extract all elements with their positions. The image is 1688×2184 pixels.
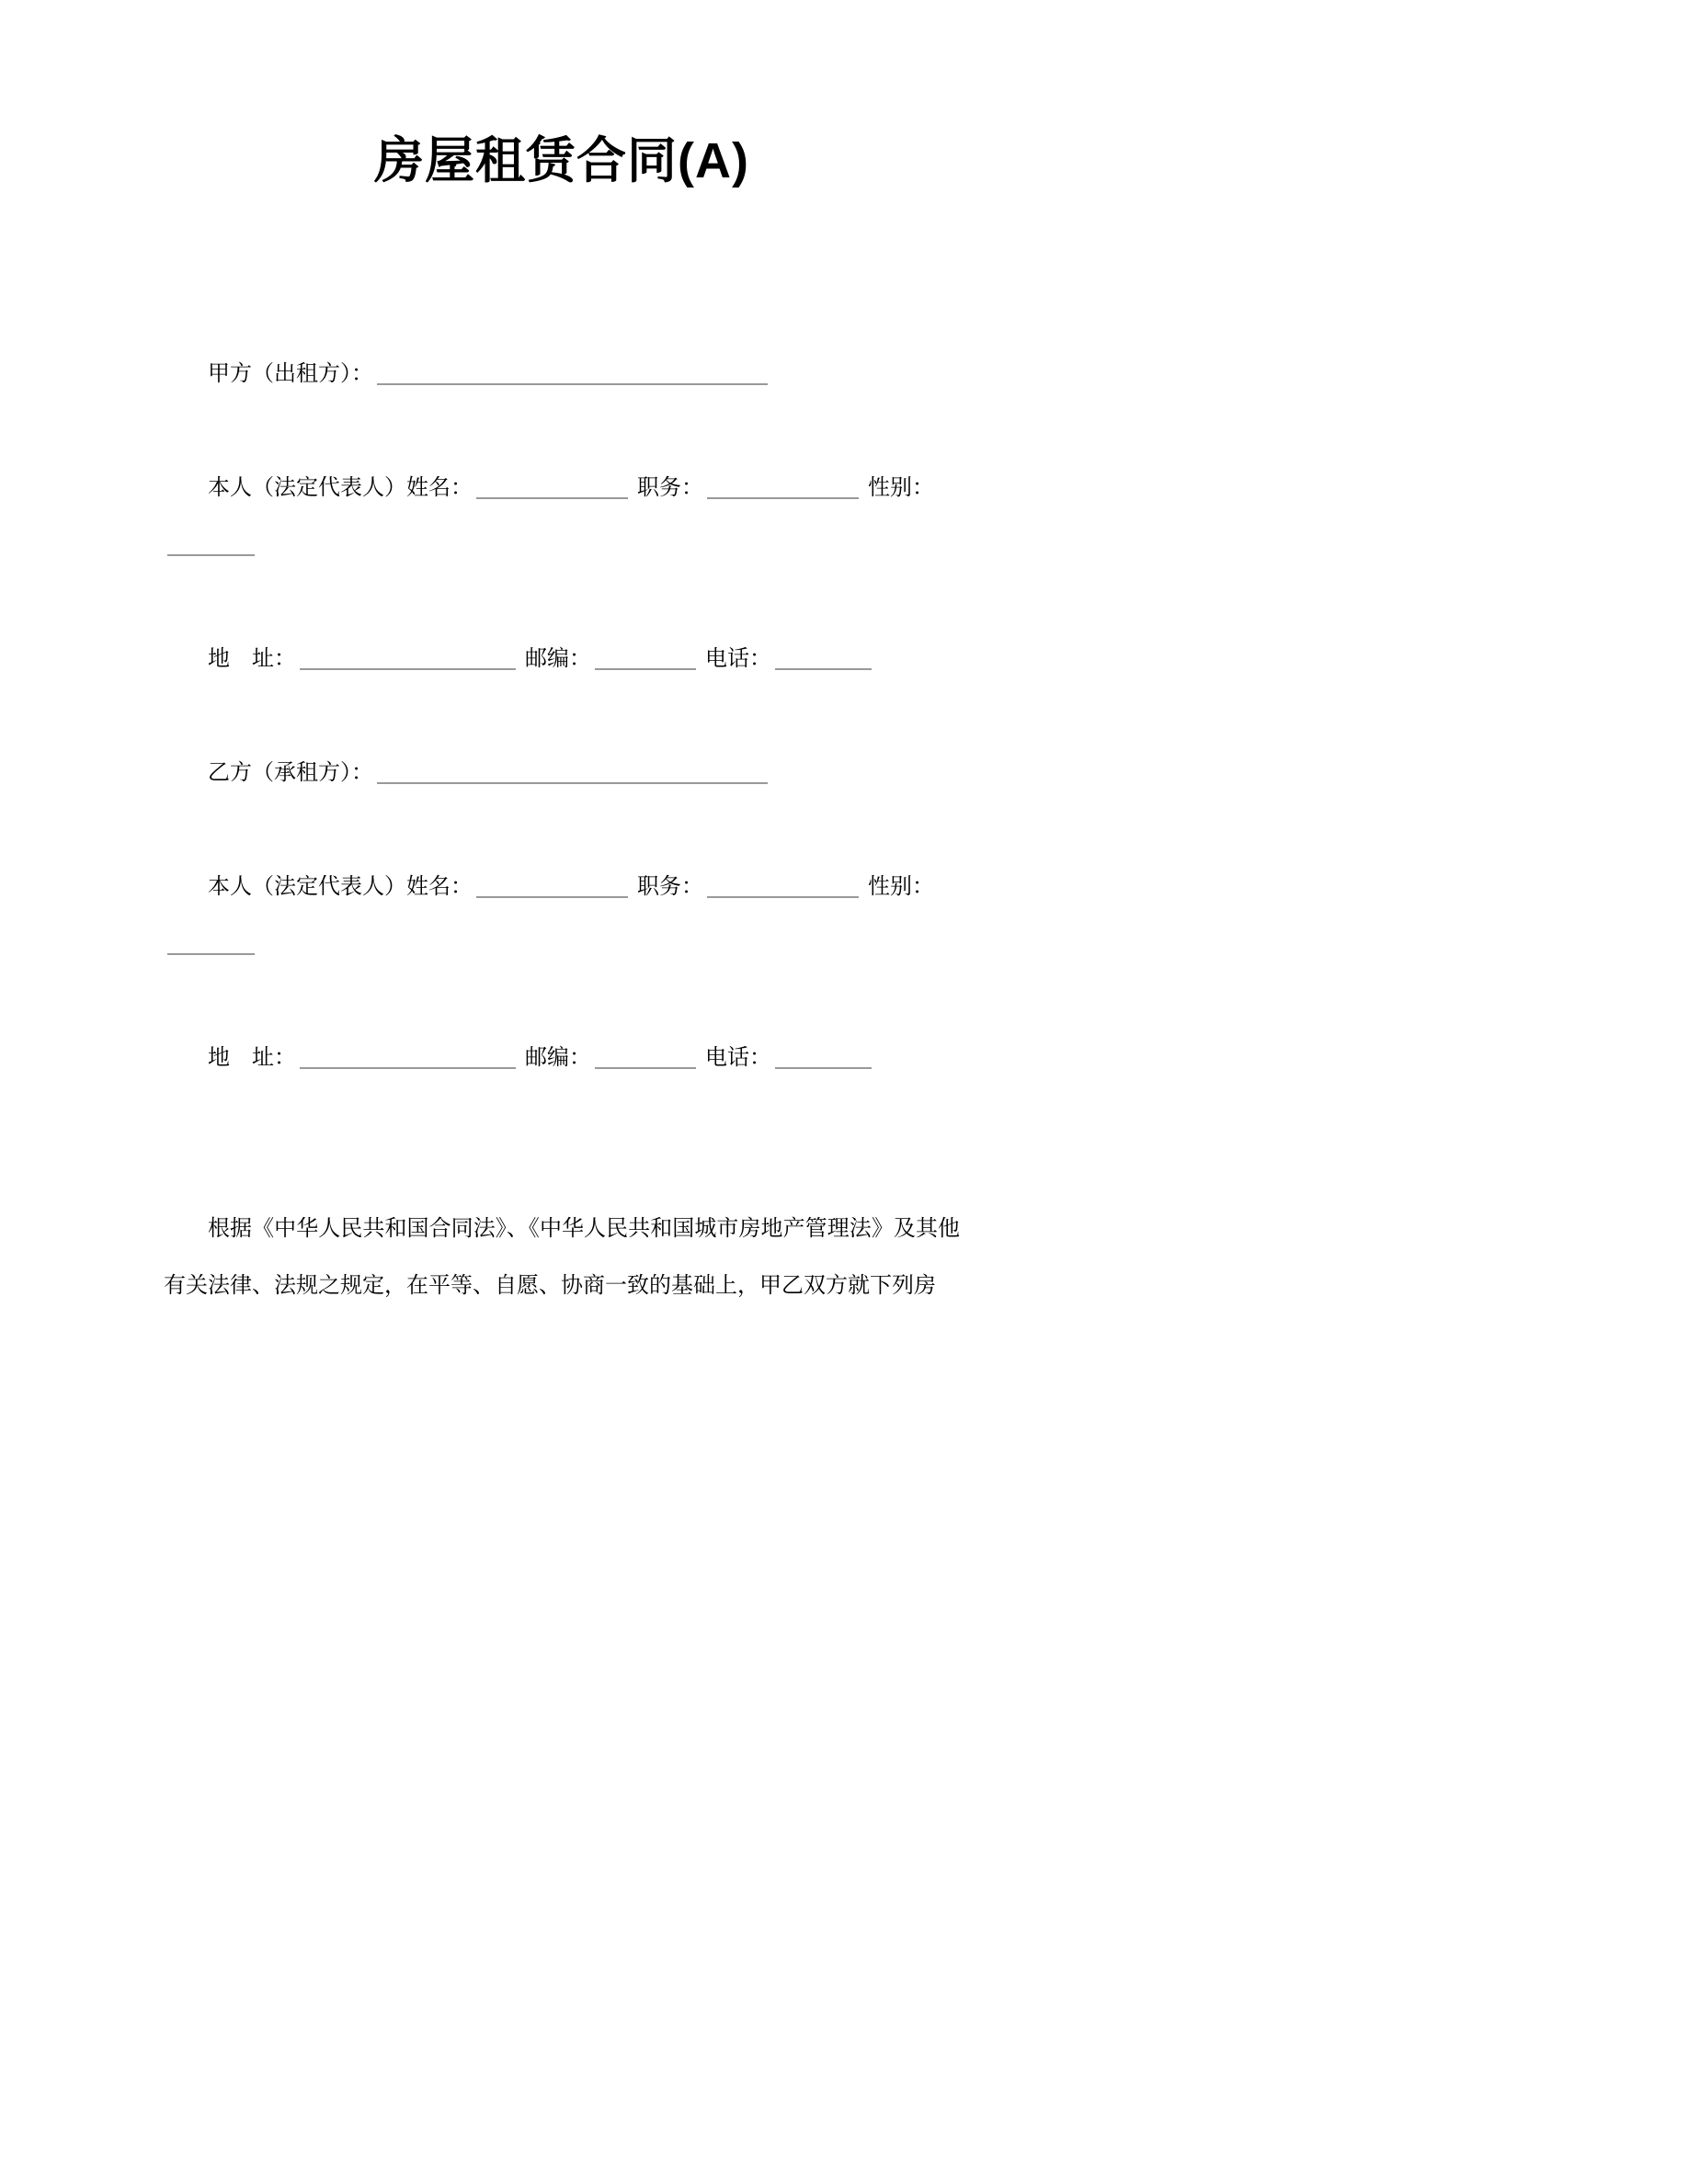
- contact-b-line: [164, 1029, 960, 1086]
- legal-rep-b-line: [164, 859, 960, 973]
- contact-a-address-label: 地 址：: [208, 647, 296, 671]
- intro-paragraph: 根据《中华人民共和国合同法》、《中华人民共和国城市房地产管理法》及其他有关法律、法规之规定，在平等、自愿、协商一致的基础上，甲乙双方就下列房: [164, 1217, 960, 1298]
- contact-b-address-label: 地 址：: [208, 1046, 296, 1070]
- contact-a-phone-blank: [775, 646, 872, 670]
- contract-content: [164, 129, 960, 1314]
- rep-a-gender-label: 性别：: [868, 476, 934, 500]
- contact-b-phone-label: 电话：: [705, 1046, 771, 1070]
- contact-b-postal-label: 邮编：: [525, 1046, 591, 1070]
- rep-b-gender-blank: [167, 931, 255, 955]
- rep-b-name-blank: [476, 874, 628, 898]
- legal-rep-a-line: [164, 460, 960, 574]
- rep-a-name-label: 本人（法定代表人）姓名：: [208, 476, 473, 500]
- contact-b-postal-blank: [595, 1045, 696, 1069]
- rep-a-position-blank: [707, 475, 859, 499]
- rep-b-position-blank: [707, 874, 859, 898]
- contact-a-phone-label: 电话：: [705, 647, 771, 671]
- party-a-blank: [377, 361, 768, 385]
- party-b-line: [164, 745, 960, 802]
- rep-a-name-blank: [476, 475, 628, 499]
- contact-b-address-blank: [300, 1045, 516, 1069]
- rep-b-gender-label: 性别：: [868, 875, 934, 899]
- party-b-label: 乙方（承租方）：: [208, 761, 373, 785]
- contact-a-address-blank: [300, 646, 516, 670]
- party-a-line: [164, 346, 960, 403]
- contact-a-postal-blank: [595, 646, 696, 670]
- rep-b-position-label: 职务：: [637, 875, 703, 899]
- contact-a-postal-label: 邮编：: [525, 647, 591, 671]
- contact-a-line: [164, 631, 960, 688]
- rep-b-name-label: 本人（法定代表人）姓名：: [208, 875, 473, 899]
- document-title: 房屋租赁合同(A): [374, 133, 749, 188]
- rep-a-position-label: 职务：: [637, 476, 703, 500]
- rep-a-gender-blank: [167, 532, 255, 556]
- party-b-blank: [377, 760, 768, 784]
- party-a-label: 甲方（出租方）：: [208, 362, 373, 386]
- contact-b-phone-blank: [775, 1045, 872, 1069]
